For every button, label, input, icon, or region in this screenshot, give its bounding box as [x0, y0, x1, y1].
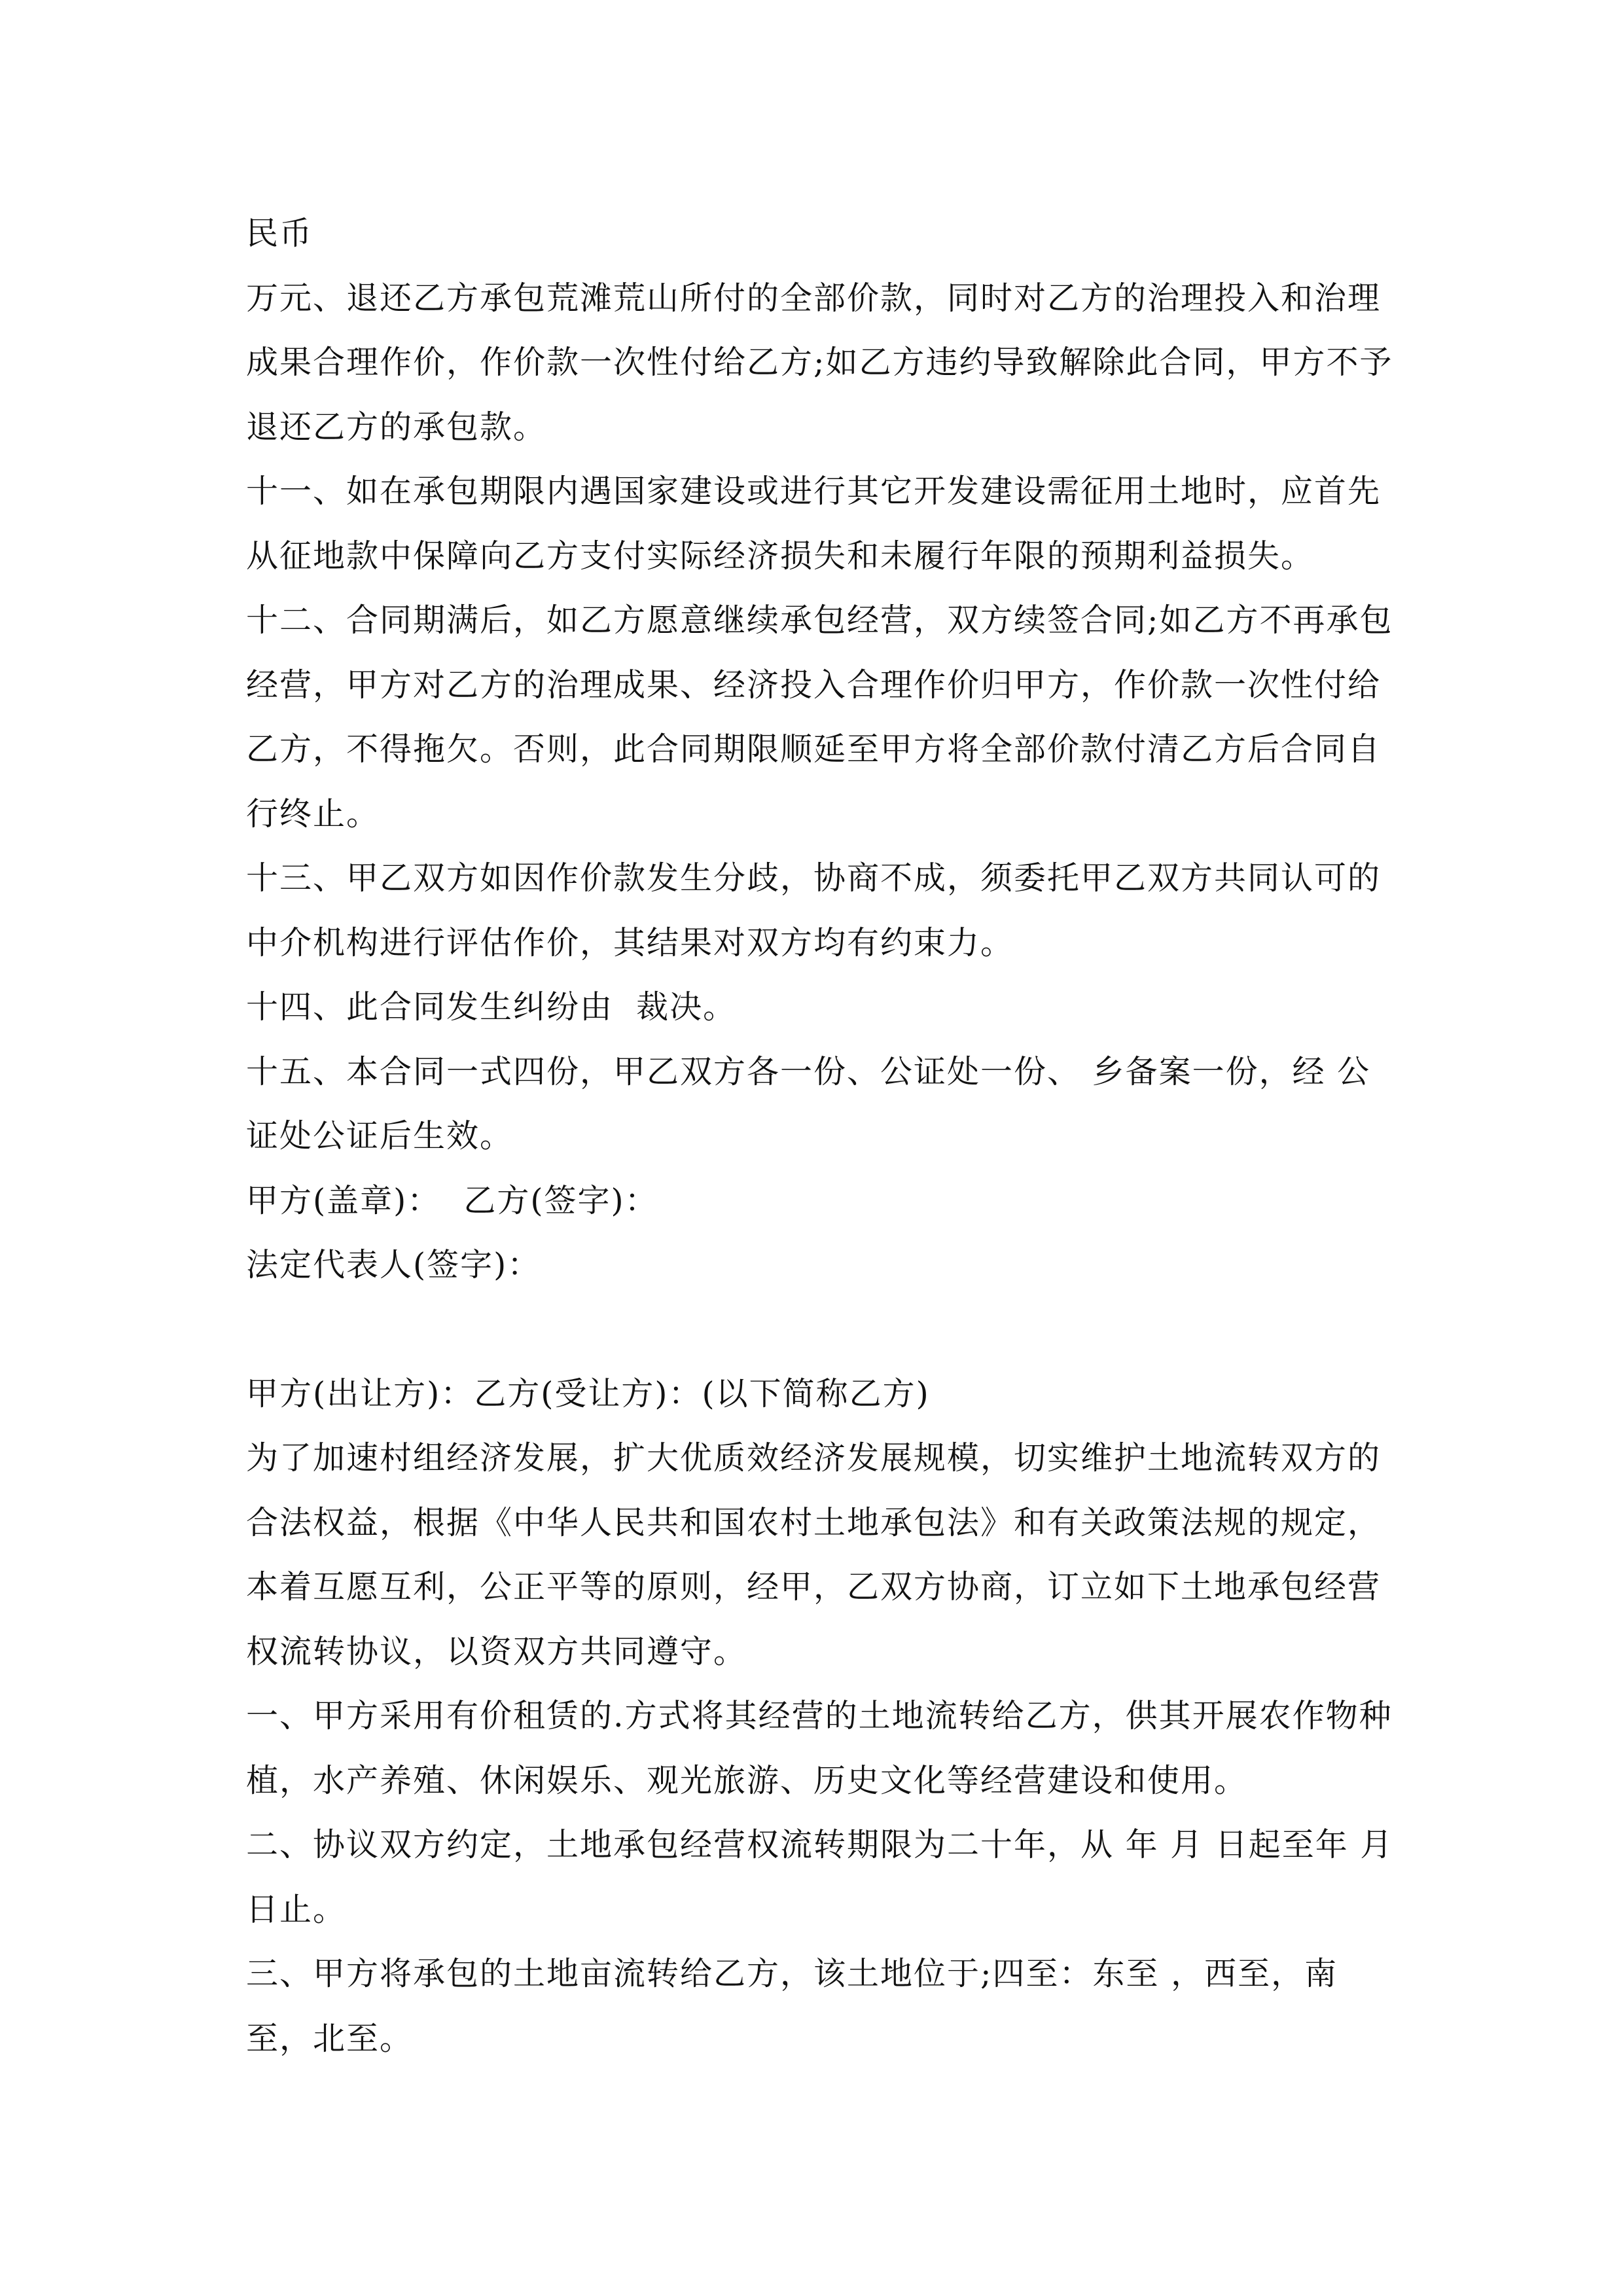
paragraph-preamble: 为了加速村组经济发展，扩大优质效经济发展规模，切实维护土地流转双方的合法权益，根据《中华人民共和国农村土地承包法》和有关政策法规的规定，本着互愿互利，公正平等的原则，经甲，乙双方协商，订立如下土地承包经营权流转协议，以资双方共同遵守。 [246, 1439, 1382, 1670]
paragraph-clause-13: 十三、甲乙双方如因作价款发生分歧，协商不成，须委托甲乙双方共同认可的中介机构进行评估作价，其结果对双方均有约束力。 [246, 859, 1382, 961]
signature-line-legal-rep: 法定代表人(签字)： [246, 1246, 541, 1283]
signature-line-parties: 甲方(盖章)： 乙方(签字)： [246, 1181, 658, 1219]
paragraph-article-2: 二、协议双方约定，土地承包经营权流转期限为二十年，从 年 月 日起至年 月日止。 [246, 1826, 1394, 1928]
paragraph-article-3: 三、甲方将承包的土地亩流转给乙方，该土地位于;四至：东至 ，西至，南至，北至。 [246, 1955, 1338, 2057]
paragraph-article-1: 一、甲方采用有价租赁的.方式将其经营的土地流转给乙方，供其开展农作物种植，水产养殖、休闲娱乐、观光旅游、历史文化等经营建设和使用。 [246, 1697, 1393, 1799]
section-gap [246, 1298, 1395, 1362]
paragraph-refund-clause: 万元、退还乙方承包荒滩荒山所付的全部价款，同时对乙方的治理投入和治理成果合理作价，作价款一次性付给乙方;如乙方违约导致解除此合同，甲方不予退还乙方的承包款。 [246, 279, 1393, 446]
paragraph-clause-15: 十五、本合同一式四份，甲乙双方各一份、公证处一份、 乡备案一份，经 公证处公证后生效。 [246, 1052, 1371, 1155]
paragraph-clause-14: 十四、此合同发生纠纷由 裁决。 [246, 988, 737, 1026]
paragraph-parties-header: 甲方(出让方)：乙方(受让方)：(以下简称乙方) [246, 1374, 930, 1412]
document-body [246, 202, 1395, 2071]
paragraph-renminbi: 民币 [246, 215, 313, 252]
paragraph-clause-12: 十二、合同期满后，如乙方愿意继续承包经营，双方续签合同;如乙方不再承包经营，甲方对乙方的治理成果、经济投入合理作价归甲方，作价款一次性付给乙方，不得拖欠。否则，此合同期限顺延至甲方将全部价款付清乙方后合同自行终止。 [246, 601, 1393, 833]
paragraph-clause-11: 十一、如在承包期限内遇国家建设或进行其它开发建设需征用土地时，应首先从征地款中保障向乙方支付实际经济损失和未履行年限的预期利益损失。 [246, 473, 1382, 575]
